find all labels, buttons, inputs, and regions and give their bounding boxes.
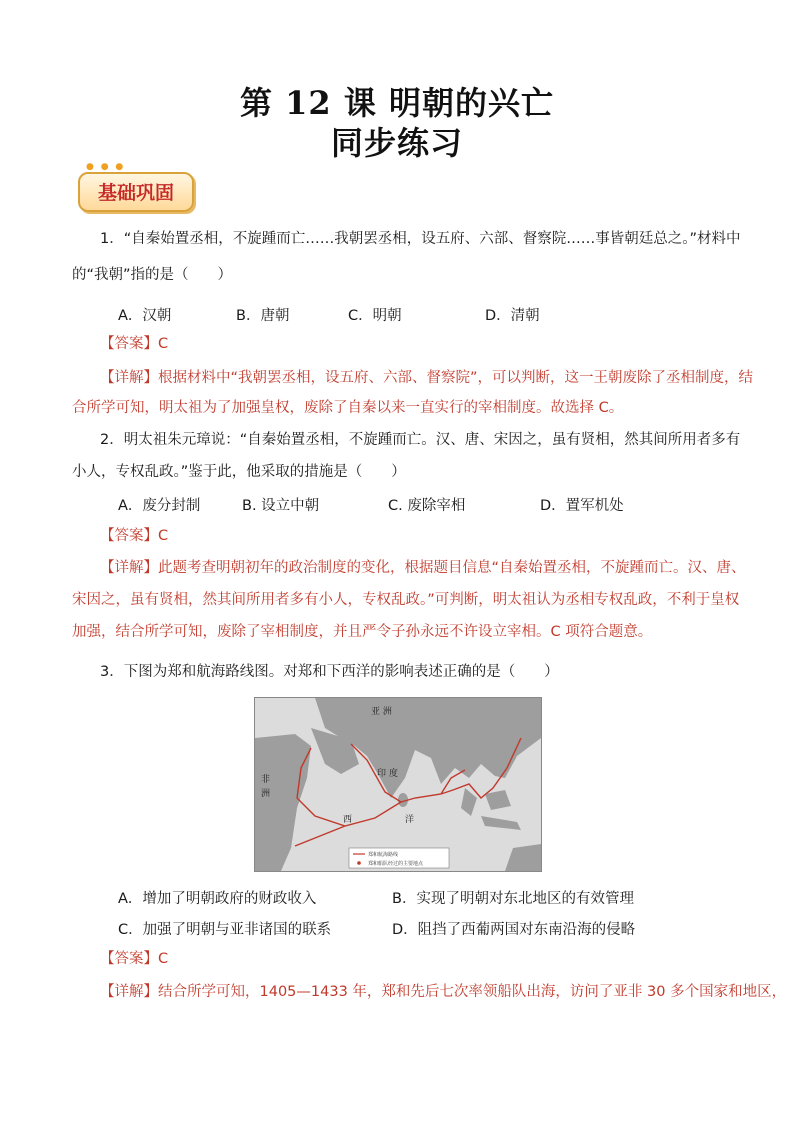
badge-dots: ● ● ● — [86, 162, 126, 172]
q3-text-line1: 3．下图为郑和航海路线图。对郑和下西洋的影响表述正确的是（ ） — [100, 664, 559, 680]
q3-option-c: C．加强了明朝与亚非诸国的联系 — [118, 922, 332, 938]
q2-detail-line1: 【详解】此题考查明朝初年的政治制度的变化，根据题目信息“自秦始置丞相，不旋踵而亡。汉、唐、 — [100, 560, 746, 576]
q1-detail-line1: 【详解】根据材料中“我朝罢丞相，设五府、六部、督察院”，可以判断，这一王朝废除了丞相制度，结 — [100, 370, 754, 386]
map-label-ocean: 洋 — [405, 815, 415, 825]
q3-answer: 【答案】C — [100, 951, 169, 967]
q1-option-d: D．清朝 — [485, 308, 540, 324]
q2-detail-line3: 加强，结合所学可知，废除了宰相制度，并且严令子孙永远不许设立宰相。C 项符合题意。 — [72, 624, 653, 640]
map-legend-route: 郑和航海路线 — [368, 852, 399, 858]
q1-option-a: A．汉朝 — [118, 308, 172, 324]
page-subtitle: 同步练习 — [330, 124, 463, 162]
q1-answer: 【答案】C — [100, 336, 169, 352]
map-label-asia: 亚 洲 — [371, 707, 392, 717]
map-label-west: 西 — [343, 815, 353, 825]
zheng-he-route-map — [254, 697, 542, 872]
q2-text-line2: 小人，专权乱政。”鉴于此，他采取的措施是（ ） — [72, 464, 406, 480]
q2-option-a: A．废分封制 — [118, 498, 201, 514]
q1-detail-line2: 合所学可知，明太祖为了加强皇权，废除了自秦以来一直实行的宰相制度。故选择 C。 — [72, 400, 624, 416]
q3-option-b: B．实现了明朝对东北地区的有效管理 — [392, 891, 634, 907]
q3-detail-line1: 【详解】结合所学可知，1405—1433 年，郑和先后七次率领船队出海，访问了亚非 30 多个国家和地区， — [100, 984, 787, 1000]
q1-option-b: B．唐朝 — [236, 308, 290, 324]
map-label-africa2: 洲 — [261, 789, 271, 799]
section-badge — [78, 162, 194, 212]
map-legend-points: 郑和船队经过的主要地点 — [368, 861, 424, 867]
q3-option-a: A．增加了明朝政府的财政收入 — [118, 891, 317, 907]
q2-option-c: C. 废除宰相 — [388, 498, 466, 514]
section-label: 基础巩固 — [97, 182, 174, 204]
q1-text-line1: 1．“自秦始置丞相，不旋踵而亡……我朝罢丞相，设五府、六部、督察院……事皆朝廷总之。”材料中 — [100, 231, 741, 247]
q2-answer: 【答案】C — [100, 528, 169, 544]
page-title: 第 12 课 明朝的兴亡 — [240, 84, 554, 122]
q1-text-line2: 的“我朝”指的是（ ） — [72, 267, 233, 283]
q2-option-d: D．置军机处 — [540, 498, 624, 514]
map-label-africa1: 非 — [261, 775, 271, 785]
q2-text-line1: 2．明太祖朱元璋说：“自秦始置丞相，不旋踵而亡。汉、唐、宋因之，虽有贤相，然其间所用者多有 — [100, 432, 741, 448]
map-label-india: 印 度 — [377, 769, 398, 779]
q2-option-b: B. 设立中朝 — [242, 498, 320, 514]
route-map-svg — [255, 698, 541, 871]
q2-detail-line2: 宋因之，虽有贤相，然其间所用者多有小人，专权乱政。”可判断，明太祖认为丞相专权乱政，不利于皇权 — [72, 592, 740, 608]
q3-option-d: D．阻挡了西葡两国对东南沿海的侵略 — [392, 922, 636, 938]
q1-option-c: C．明朝 — [348, 308, 402, 324]
